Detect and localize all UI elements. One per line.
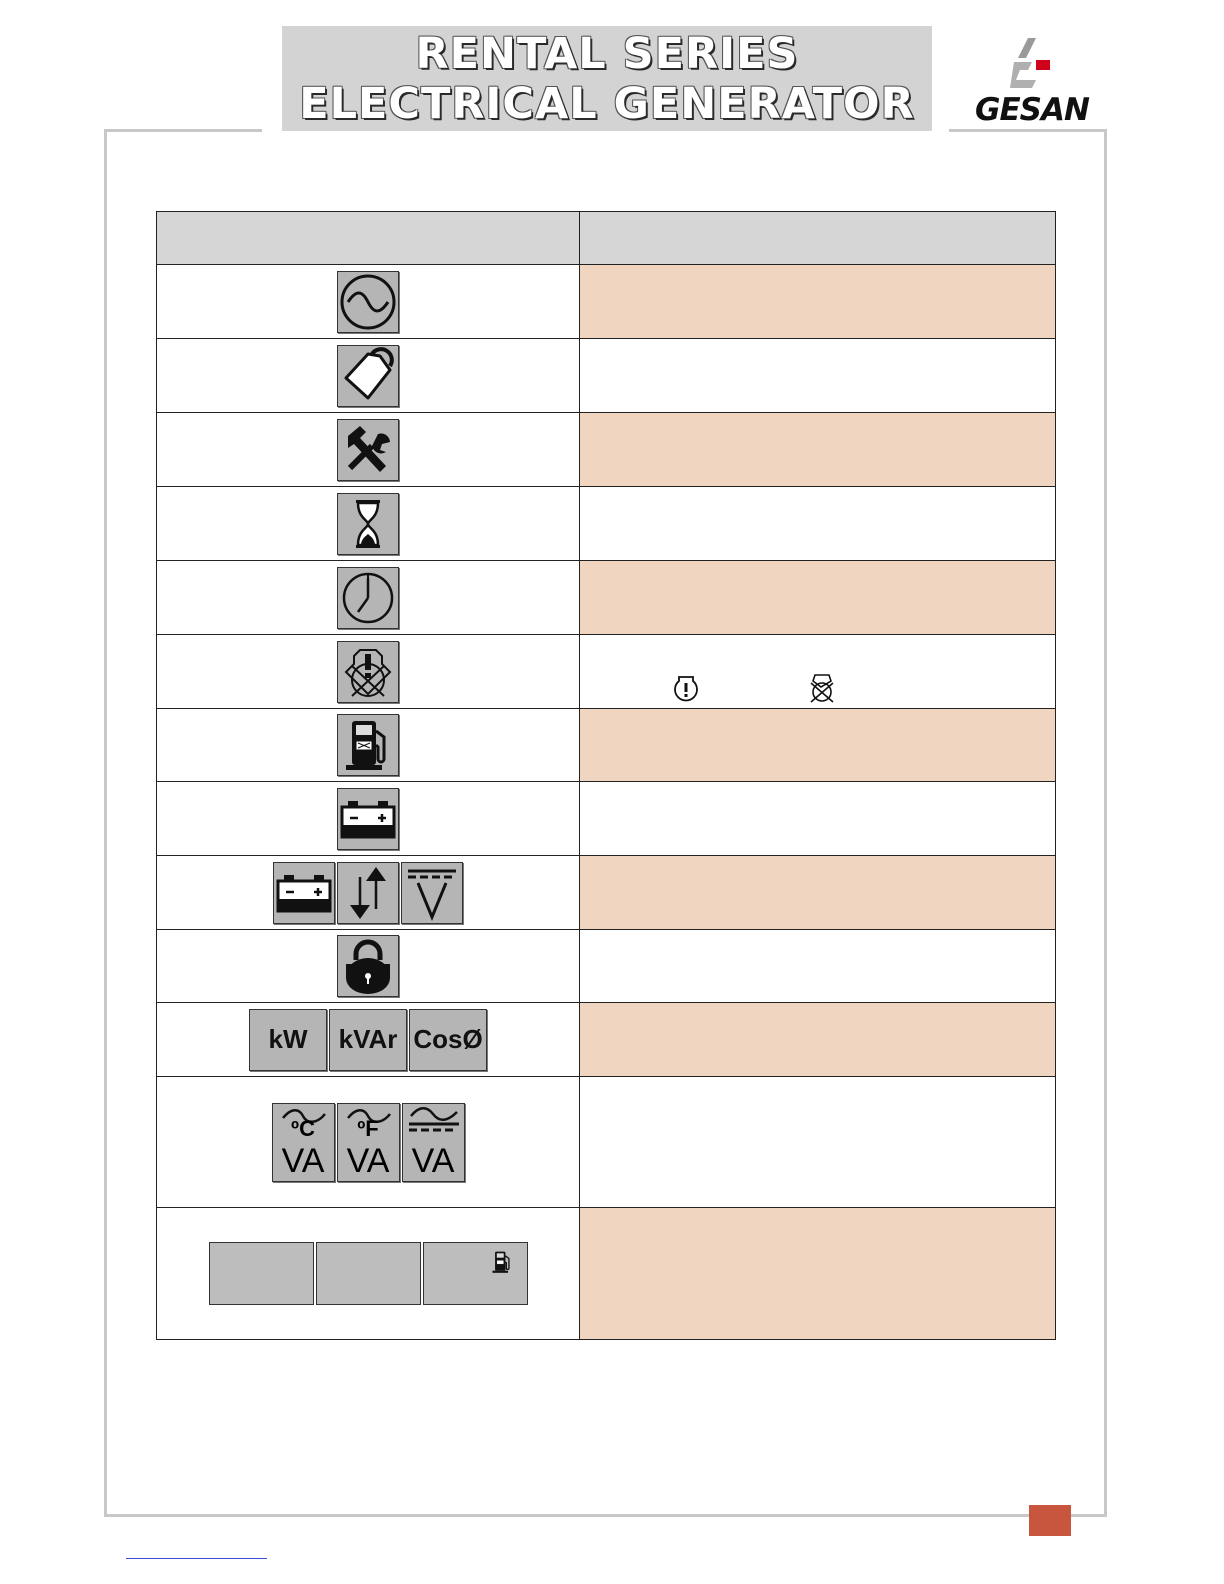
- description-cell: [580, 265, 1056, 339]
- frame-top-left: [104, 129, 262, 132]
- up-down-arrows-icon: [337, 862, 399, 924]
- description-cell: [580, 930, 1056, 1003]
- title-line-2: ELECTRICAL GENERATOR: [299, 78, 915, 129]
- footer-link-underline[interactable]: [126, 1558, 267, 1559]
- table-row: [157, 782, 1056, 856]
- dc-va-icon: [402, 1103, 465, 1182]
- table-row: [157, 265, 1056, 339]
- description-cell: [580, 487, 1056, 561]
- description-cell: [580, 1208, 1056, 1340]
- battery-icon: [273, 862, 335, 924]
- symbols-table: [156, 211, 1056, 1340]
- description-cell: [580, 413, 1056, 487]
- gesan-logo: [962, 36, 1102, 130]
- cos-phi-icon: CosØ: [409, 1009, 487, 1071]
- description-cell: [580, 1077, 1056, 1208]
- battery-icon: [337, 788, 399, 850]
- table-row: [157, 413, 1056, 487]
- padlock-icon: [337, 935, 399, 997]
- tag-label-icon: [337, 345, 399, 407]
- display-panel-fuel: [423, 1242, 528, 1305]
- hourglass-icon: [337, 493, 399, 555]
- celsius-va-icon: [272, 1103, 335, 1182]
- va-label: VA: [411, 1141, 455, 1180]
- table-row: [157, 339, 1056, 413]
- engine-warning-icon: [337, 641, 399, 703]
- engine-stop-icon: [807, 673, 837, 703]
- fahrenheit-label: ºF: [357, 1115, 379, 1141]
- frame-bottom: [104, 1514, 1107, 1517]
- frame-left: [104, 129, 107, 1517]
- va-label: VA: [281, 1141, 325, 1180]
- description-cell: [580, 709, 1056, 782]
- frame-right: [1104, 129, 1107, 1517]
- description-cell: [580, 1003, 1056, 1077]
- display-panel: [209, 1242, 314, 1305]
- fahrenheit-va-icon: [337, 1103, 400, 1182]
- engine-alert-icon: [671, 673, 701, 703]
- table-header-row: [157, 212, 1056, 265]
- symbol-cell: [157, 930, 580, 1003]
- description-cell: [580, 635, 1056, 709]
- display-panel: [316, 1242, 421, 1305]
- header-cell-symbol: [157, 212, 580, 265]
- description-cell: [580, 339, 1056, 413]
- table-row: [157, 709, 1056, 782]
- symbol-cell: [157, 1208, 580, 1340]
- kvar-icon: kVAr: [329, 1009, 407, 1071]
- fuel-pump-icon: [337, 714, 399, 776]
- symbol-cell: [157, 413, 580, 487]
- logo-mark-icon: [1006, 36, 1058, 96]
- symbol-cell: [157, 709, 580, 782]
- symbol-cell: [157, 782, 580, 856]
- alternator-sine-icon: [337, 271, 399, 333]
- symbol-cell: [157, 635, 580, 709]
- page-number-badge: [1029, 1505, 1071, 1536]
- table-row: [157, 1077, 1056, 1208]
- symbol-cell: [157, 487, 580, 561]
- symbol-cell: [157, 561, 580, 635]
- table-row: [157, 635, 1056, 709]
- symbol-cell: [157, 1003, 580, 1077]
- va-label: VA: [346, 1141, 390, 1180]
- description-cell: [580, 782, 1056, 856]
- title-line-1: RENTAL SERIES: [415, 28, 799, 79]
- table-row: [157, 561, 1056, 635]
- symbol-cell: [157, 1077, 580, 1208]
- description-cell: [580, 561, 1056, 635]
- fuel-pump-icon: [489, 1247, 515, 1277]
- table-row: [157, 487, 1056, 561]
- table-row: [157, 856, 1056, 930]
- table-row: [157, 1208, 1056, 1340]
- header-cell-description: [580, 212, 1056, 265]
- kw-icon: kW: [249, 1009, 327, 1071]
- table-row: [157, 930, 1056, 1003]
- dc-voltage-icon: [401, 862, 463, 924]
- symbol-cell: [157, 856, 580, 930]
- description-cell: [580, 856, 1056, 930]
- symbol-cell: [157, 339, 580, 413]
- celsius-label: ºC: [291, 1115, 315, 1141]
- maintenance-tools-icon: [337, 419, 399, 481]
- document-title: [282, 26, 932, 131]
- logo-text: GESAN: [975, 92, 1089, 128]
- clock-icon: [337, 567, 399, 629]
- table-row: [157, 1003, 1056, 1077]
- symbol-cell: [157, 265, 580, 339]
